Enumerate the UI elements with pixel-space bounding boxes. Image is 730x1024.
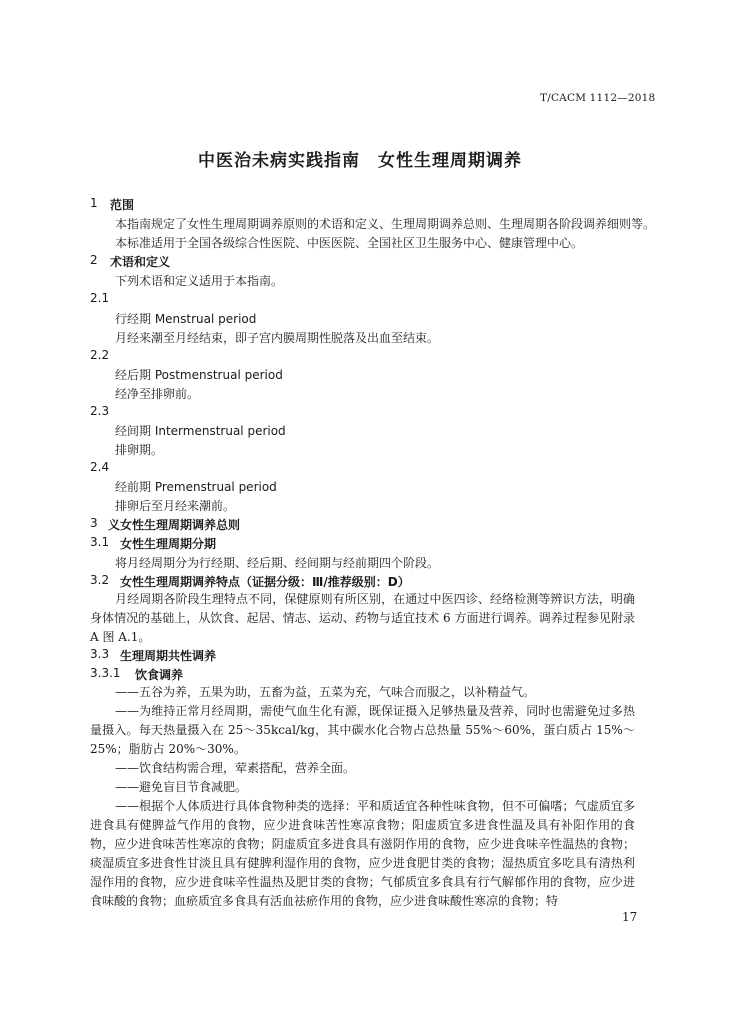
section-heading: 术语和定义: [110, 255, 171, 269]
term-heading: 经间期 Intermenstrual period: [115, 424, 286, 438]
paragraph: 月经周期各阶段生理特点不同，保健原则有所区别，在通过中医四诊、经络检测等辨识方法，明确身体情况的基础上，从饮食、起居、情志、运动、药物与适宜技术 6 方面进行调养。调养过程参见附录 A 图 A.1。: [90, 592, 635, 644]
section-number: 3: [90, 516, 98, 530]
section-number: 1: [90, 196, 98, 210]
section-number: 3.3: [90, 647, 110, 661]
section-number: 2.4: [90, 460, 110, 474]
section-heading: 饮食调养: [135, 668, 184, 682]
page-title: 中医治未病实践指南 女性生理周期调养: [198, 151, 522, 171]
section-number: 2.2: [90, 348, 110, 362]
term-definition: 排卵后至月经来潮前。: [115, 499, 236, 513]
paragraph: 本标准适用于全国各级综合性医院、中医医院、全国社区卫生服务中心、健康管理中心。: [115, 236, 584, 250]
section-heading: 女性生理周期调养特点（证据分级：Ⅲ/推荐级别：D）: [120, 575, 410, 589]
section-heading: 范围: [110, 198, 135, 212]
section-heading: 女性生理周期分期: [120, 537, 217, 551]
paragraph: 下列术语和定义适用于本指南。: [115, 274, 284, 288]
list-item: ——五谷为养，五果为助，五畜为益，五菜为充，气味合而服之，以补精益气。: [115, 685, 536, 699]
section-heading: 生理周期共性调养: [120, 649, 217, 663]
paragraph: 将月经周期分为行经期、经后期、经间期与经前期四个阶段。: [115, 556, 440, 570]
section-number: 3.3.1: [90, 666, 121, 680]
section-heading: 义女性生理周期调养总则: [108, 518, 241, 532]
paragraph: 本指南规定了女性生理周期调养原则的术语和定义、生理周期调养总则、生理周期各阶段调养细则等。: [115, 217, 656, 231]
document-code: T/CACM 1112—2018: [540, 92, 656, 104]
section-number: 2.3: [90, 404, 110, 418]
list-item: ——饮食结构需合理，荤素搭配，营养全面。: [115, 761, 356, 775]
section-number: 3.1: [90, 535, 110, 549]
section-number: 2: [90, 253, 98, 267]
section-number: 2.1: [90, 291, 110, 305]
term-heading: 经前期 Premenstrual period: [115, 480, 277, 494]
list-item: ——避免盲目节食减肥。: [115, 780, 248, 794]
list-item: ——为维持正常月经周期，需使气血生化有源，既保证摄入足够热量及营养，同时也需避免过多热量摄入。每天热量摄入在 25～35kcal/kg，其中碳水化合物占总热量 55%～60%，蛋白质占 15%～25%；脂肪占 20%～30%。: [90, 704, 635, 756]
term-definition: 经净至排卵前。: [115, 387, 200, 401]
list-item: ——根据个人体质进行具体食物种类的选择：平和质适宜各种性味食物，但不可偏嗜；气虚质宜多进食具有健脾益气作用的食物，应少进食味苦性寒凉食物；阳虚质宜多进食性温及具有补阳作用的食物，应少进食味苦性寒凉的食物；阴虚质宜多进食具有滋阴作用的食物，应少进食味辛性温热的食物；痰湿质宜多进食性甘淡且具有健脾利湿作用的食物，应少进食肥甘类的食物；湿热质宜多吃具有清热利湿作用的食物，应少进食味辛性温热及肥甘类的食物；气郁质宜多食具有行气解郁作用的食物，应少进食味酸的食物；血瘀质宜多食具有活血祛瘀作用的食物，应少进食味酸性寒凉的食物；特: [90, 799, 635, 908]
term-heading: 行经期 Menstrual period: [115, 312, 257, 326]
term-definition: 月经来潮至月经结束，即子宫内膜周期性脱落及出血至结束。: [115, 331, 440, 345]
section-number: 3.2: [90, 573, 110, 587]
term-definition: 排卵期。: [115, 443, 164, 457]
page-number: 17: [622, 910, 638, 924]
term-heading: 经后期 Postmenstrual period: [115, 368, 283, 382]
